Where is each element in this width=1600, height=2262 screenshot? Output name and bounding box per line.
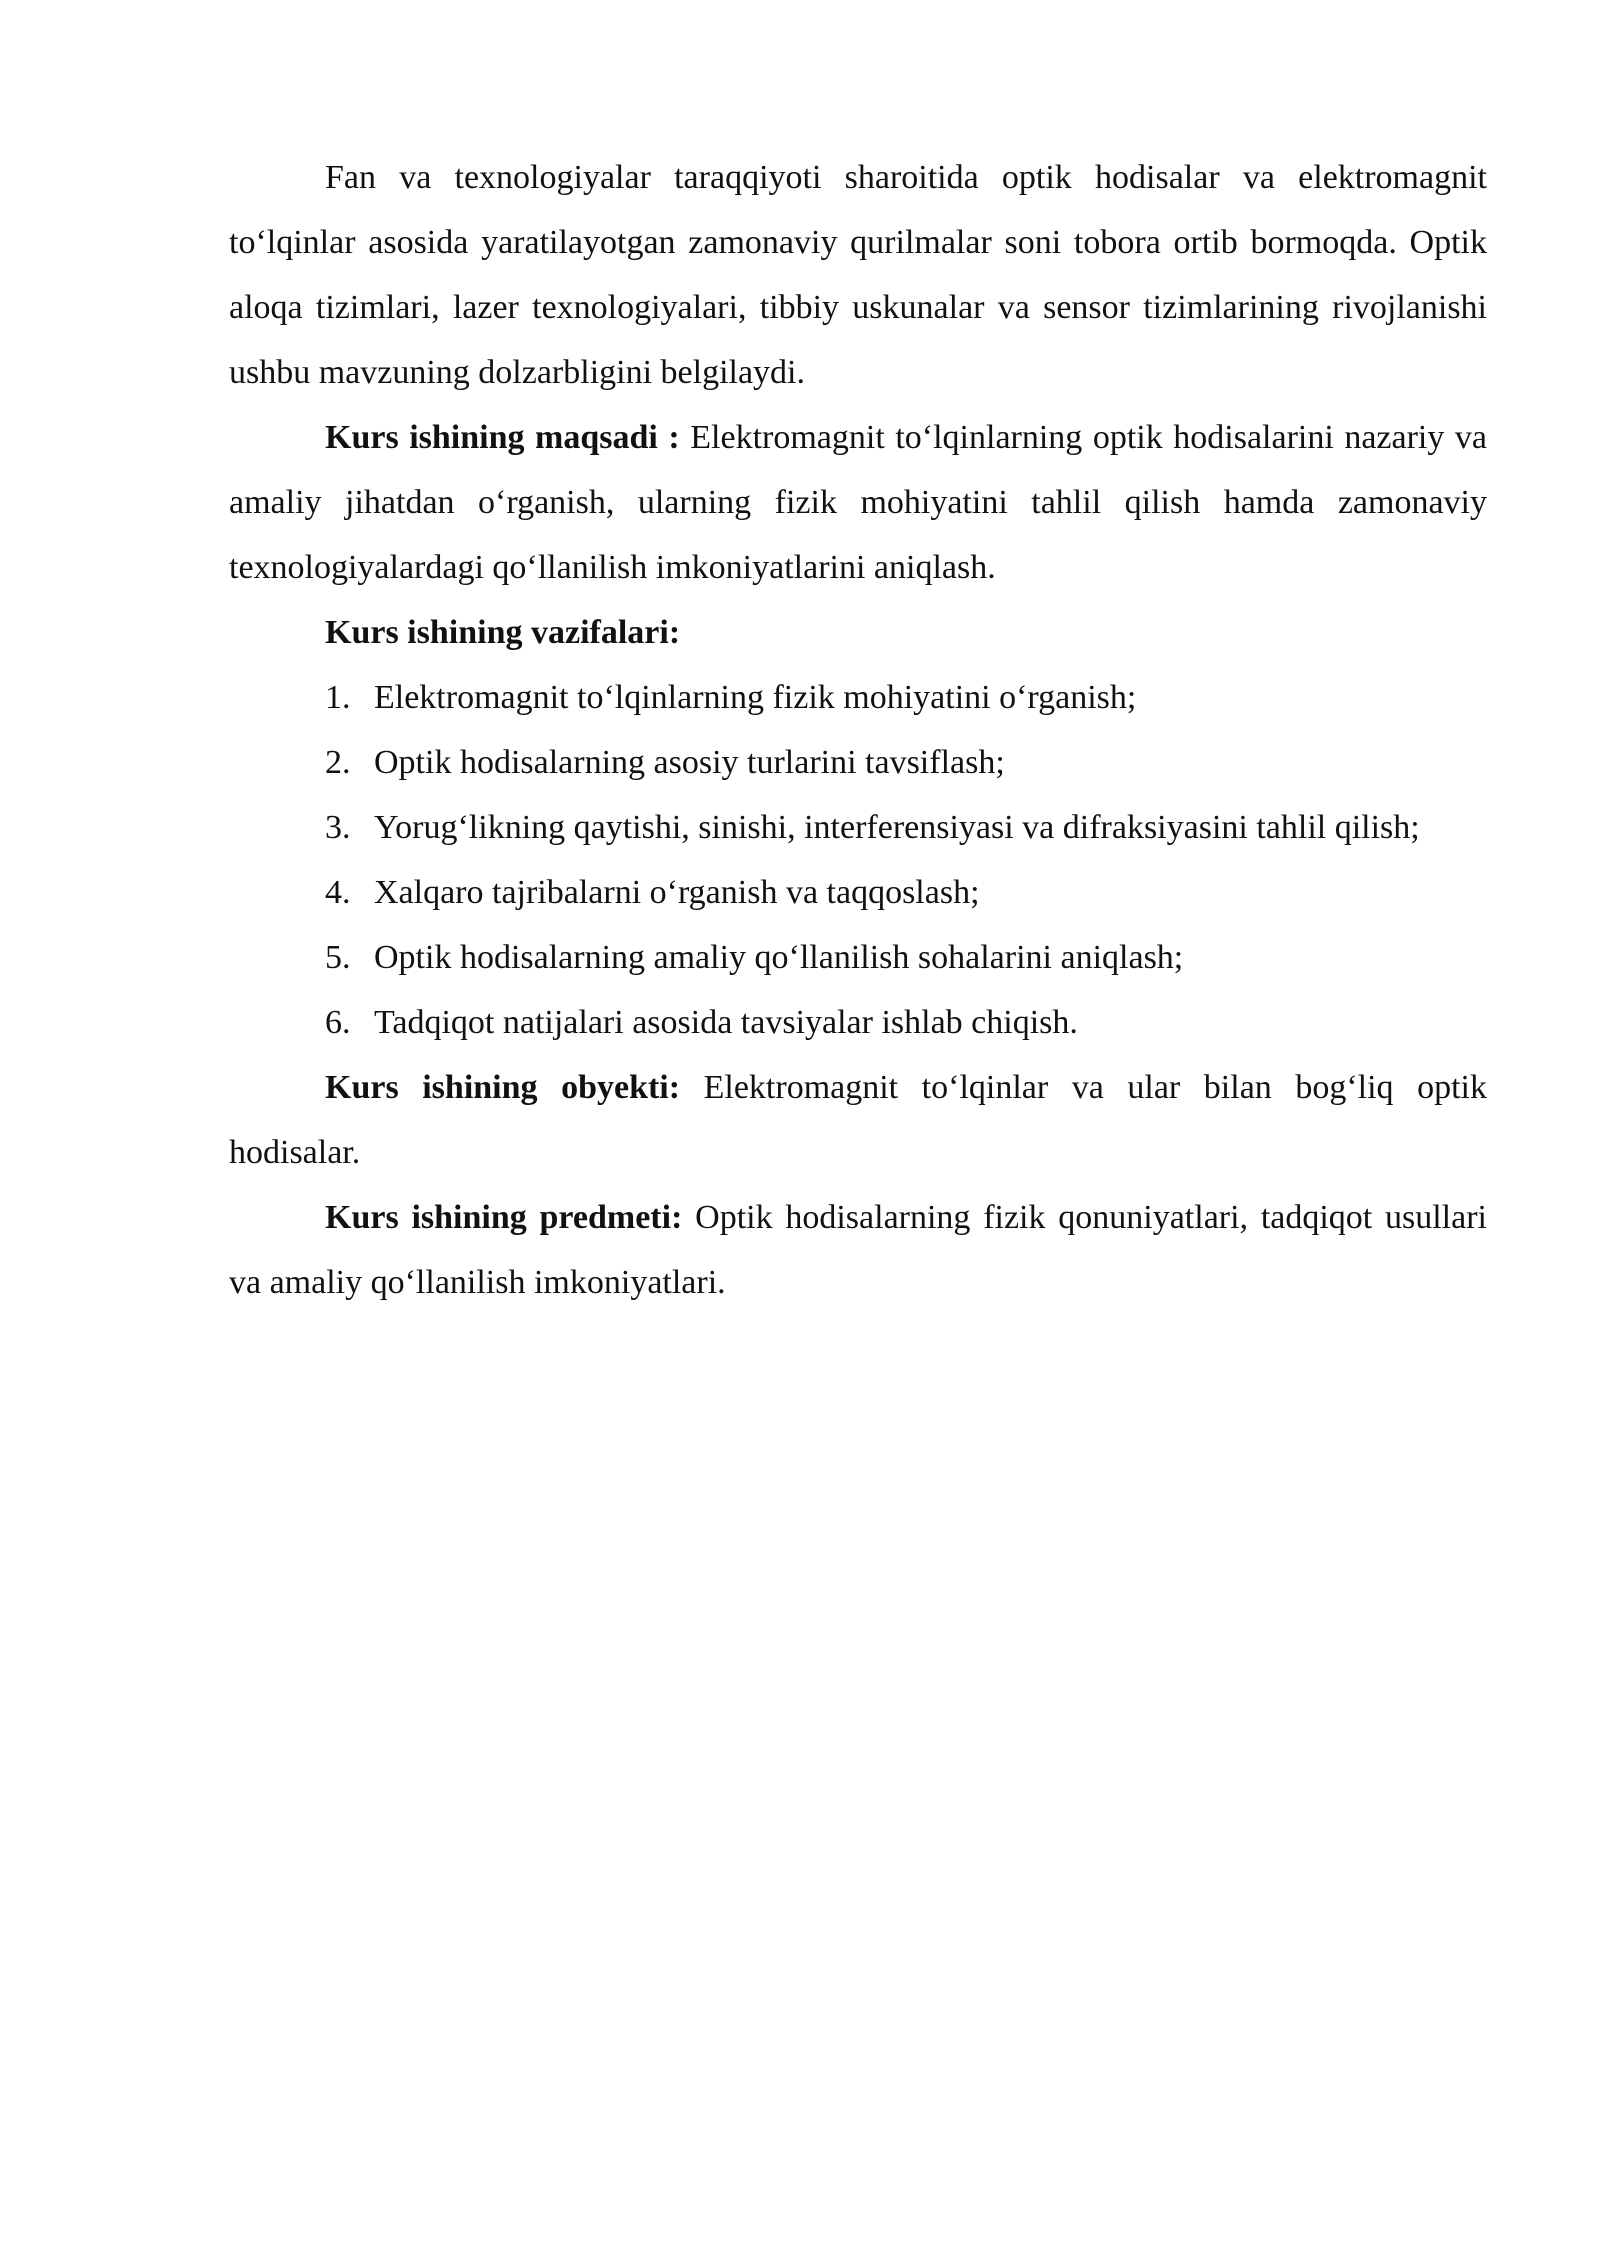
goal-text: Elektromagnit to‘lqinlarning optik hodisalarini nazariy va amaliy jihatdan o‘rganish, ularning fizik mohiyatini tahlil qilish hamda zamonaviy texnologiyalardagi qo‘llanilish imkoniyatlarini aniqlash. [229,419,1488,586]
list-item-text: Optik hodisalarning amaliy qo‘llanilish sohalarini aniqlash; [374,939,1184,976]
list-item-number: 1. [325,679,351,716]
tasks-heading: Kurs ishining vazifalari: [325,614,681,651]
list-item-number: 4. [325,874,351,911]
list-item-text: Tadqiqot natijalari asosida tavsiyalar ishlab chiqish. [374,1004,1078,1041]
list-item [229,990,1487,1055]
list-item [229,925,1487,990]
document-body [229,145,1487,1315]
subject-text: Optik hodisalarning fizik qonuniyatlari, tadqiqot usullari va amaliy qo‘llanilish imkoniyatlari. [229,1199,1487,1301]
intro-paragraph: Fan va texnologiyalar taraqqiyoti sharoitida optik hodisalar va elektromagnit to‘lqinlar asosida yaratilayotgan zamonaviy qurilmalar soni tobora ortib bormoqda. Optik aloqa tizimlari, lazer texnologiyalari, tibbiy uskunalar va sensor tizimlarining rivojlanishi ushbu mavzuning dolzarbligini belgilaydi. [229,159,1487,391]
list-item [229,860,1487,925]
list-item-text: Optik hodisalarning asosiy turlarini tavsiflash; [374,744,1005,781]
goal-paragraph [229,405,1487,600]
list-item-number: 6. [325,1004,351,1041]
goal-label: Kurs ishining maqsadi : [325,419,680,456]
list-item-number: 5. [325,939,351,976]
tasks-list [229,665,1487,1055]
list-item-text: Elektromagnit to‘lqinlarning fizik mohiyatini o‘rganish; [374,679,1137,716]
object-paragraph [229,1055,1487,1185]
subject-label: Kurs ishining predmeti: [325,1199,683,1236]
list-item [229,795,1487,860]
subject-paragraph [229,1185,1487,1315]
list-item-number: 3. [325,809,351,846]
list-item [229,730,1487,795]
object-label: Kurs ishining obyekti: [325,1069,681,1106]
list-item-text: Xalqaro tajribalarni o‘rganish va taqqoslash; [374,874,980,911]
list-item-number: 2. [325,744,351,781]
list-item [229,665,1487,730]
object-text: Elektromagnit to‘lqinlar va ular bilan bog‘liq optik hodisalar. [229,1069,1487,1171]
list-item-text: Yorug‘likning qaytishi, sinishi, interferensiyasi va difraksiyasini tahlil qilish; [374,809,1420,846]
